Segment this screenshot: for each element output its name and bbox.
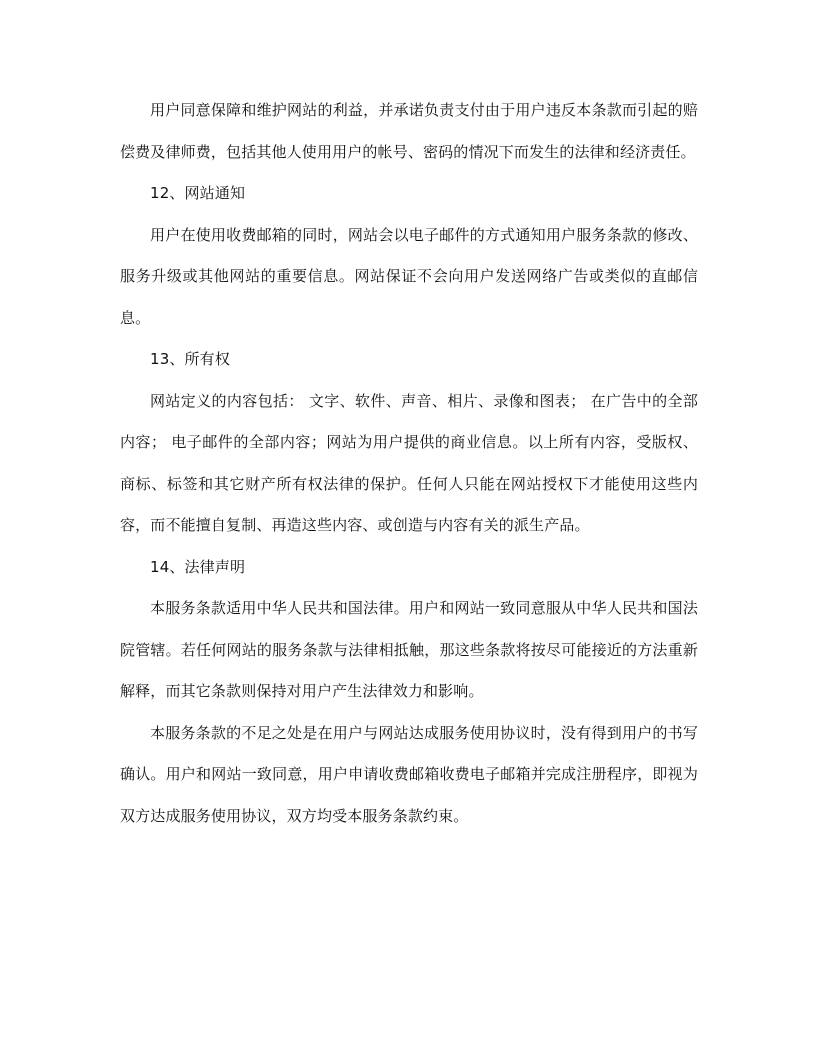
paragraph-governing-law: 本服务条款适用中华人民共和国法律。用户和网站一致同意服从中华人民共和国法院管辖。若任何网站的服务条款与法律相抵触，那这些条款将按尽可能接近的方法重新解释，而其它条款则保持对用户产生法律效力和影响。 — [120, 599, 698, 700]
paragraph-user-indemnity: 用户同意保障和维护网站的利益，并承诺负责支付由于用户违反本条款而引起的赔偿费及律师费，包括其他人使用用户的帐号、密码的情况下而发生的法律和经济责任。 — [120, 101, 698, 161]
paragraph-site-notice: 用户在使用收费邮箱的同时，网站会以电子邮件的方式通知用户服务条款的修改、服务升级或其他网站的重要信息。网站保证不会向用户发送网络广告或类似的直邮信息。 — [120, 225, 698, 327]
paragraph-agreement-confirmation: 本服务条款的不足之处是在用户与网站达成服务使用协议时，没有得到用户的书写确认。用户和网站一致同意，用户申请收费邮箱收费电子邮箱并完成注册程序，即视为双方达成服务使用协议，双方均受本服务条款约束。 — [120, 723, 698, 825]
document-body — [120, 90, 698, 837]
section-heading-12: 12、网站通知 — [150, 184, 246, 202]
section-heading-13: 13、所有权 — [150, 350, 230, 368]
paragraph-ownership: 网站定义的内容包括： 文字、软件、声音、相片、录像和图表； 在广告中的全部内容； 电子邮件的全部内容；网站为用户提供的商业信息。以上所有内容，受版权、商标、标签和其它财产所有权法律的保护。任何人只能在网站授权下才能使用这些内容，而不能擅自复制、再造这些内容、或创造与内容有关的派生产品。 — [120, 391, 698, 534]
section-heading-14: 14、法律声明 — [150, 557, 246, 576]
